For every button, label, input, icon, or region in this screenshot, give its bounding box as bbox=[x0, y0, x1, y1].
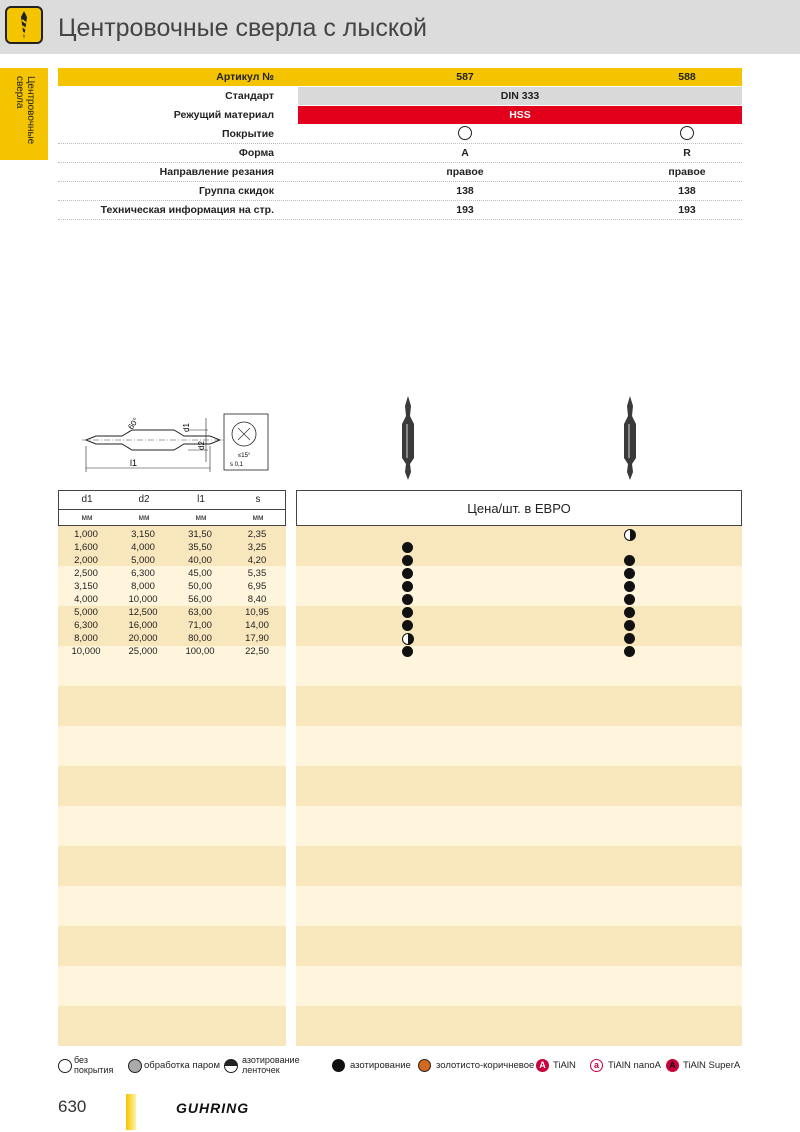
cell-l1: 45,00 bbox=[188, 568, 212, 579]
table-row bbox=[58, 593, 742, 606]
tialn-icon: A bbox=[536, 1059, 549, 1072]
spec-row-discount bbox=[58, 182, 742, 201]
cell-d1: 3,150 bbox=[74, 581, 98, 592]
techinfo-link[interactable]: 193 bbox=[678, 204, 696, 216]
cell-l1: 40,00 bbox=[188, 555, 212, 566]
drill-category-icon bbox=[5, 6, 43, 44]
spec-label: Стандарт bbox=[225, 90, 274, 102]
angle-label: 60° bbox=[126, 416, 141, 432]
col-s: s bbox=[255, 494, 261, 505]
unit-s: мм bbox=[252, 513, 264, 522]
available-icon[interactable] bbox=[624, 568, 635, 579]
partial-nitride-icon bbox=[224, 1059, 238, 1073]
table-row bbox=[58, 567, 742, 580]
standard-value: DIN 333 bbox=[500, 90, 540, 102]
cell-d2: 3,150 bbox=[131, 529, 155, 540]
dimension-header bbox=[58, 490, 286, 526]
cell-d1: 4,000 bbox=[74, 594, 98, 605]
d1-label: d1 bbox=[182, 423, 191, 432]
cell-s: 2,35 bbox=[247, 529, 267, 540]
tialn-nano-icon: a bbox=[590, 1059, 603, 1072]
page-number: 630 bbox=[58, 1097, 87, 1116]
table-row bbox=[58, 528, 742, 541]
article-587: 587 bbox=[456, 71, 474, 83]
cell-s: 22,50 bbox=[245, 646, 269, 657]
cell-d1: 8,000 bbox=[74, 633, 98, 644]
nitrided-icon bbox=[332, 1059, 345, 1072]
cell-d2: 16,000 bbox=[128, 620, 158, 631]
unit-d1: мм bbox=[81, 513, 93, 522]
article-588: 588 bbox=[678, 71, 696, 83]
cell-d1: 10,000 bbox=[71, 646, 101, 657]
available-icon[interactable] bbox=[624, 607, 635, 618]
spec-label: Форма bbox=[238, 147, 274, 159]
available-icon[interactable] bbox=[402, 607, 413, 618]
spec-row-direction bbox=[58, 163, 742, 182]
cell-d2: 12,500 bbox=[128, 607, 158, 618]
partial-availability-icon[interactable] bbox=[624, 529, 636, 541]
legend bbox=[58, 1056, 748, 1076]
spec-label: Артикул № bbox=[216, 71, 274, 83]
available-icon[interactable] bbox=[402, 646, 413, 657]
available-icon[interactable] bbox=[402, 594, 413, 605]
steam-icon bbox=[128, 1059, 142, 1073]
drill-587-image bbox=[396, 394, 420, 482]
spec-row-article bbox=[58, 68, 742, 86]
cell-l1: 50,00 bbox=[188, 581, 212, 592]
available-icon[interactable] bbox=[624, 620, 635, 631]
cell-s: 10,95 bbox=[245, 607, 269, 618]
spec-row-form bbox=[58, 144, 742, 163]
available-icon[interactable] bbox=[402, 620, 413, 631]
table-row bbox=[58, 580, 742, 593]
legend-tialn-nano: TiAlN nanoA bbox=[608, 1060, 661, 1071]
cell-d2: 20,000 bbox=[128, 633, 158, 644]
table-row bbox=[58, 554, 742, 567]
spec-label: Техническая информация на стр. bbox=[100, 204, 274, 216]
spec-label: Направление резания bbox=[159, 166, 274, 178]
cell-d2: 6,300 bbox=[131, 568, 155, 579]
cell-l1: 31,50 bbox=[188, 529, 212, 540]
cell-s: 8,40 bbox=[247, 594, 267, 605]
cell-d1: 1,000 bbox=[74, 529, 98, 540]
spec-row-techinfo bbox=[58, 201, 742, 220]
legend-steam: обработка паром bbox=[144, 1060, 220, 1071]
cell-l1: 80,00 bbox=[188, 633, 212, 644]
spec-label: Режущий материал bbox=[173, 109, 274, 121]
cell-l1: 100,00 bbox=[185, 646, 215, 657]
available-icon[interactable] bbox=[624, 646, 635, 657]
cell-s: 3,25 bbox=[247, 542, 267, 553]
cell-d1: 6,300 bbox=[74, 620, 98, 631]
available-icon[interactable] bbox=[402, 568, 413, 579]
available-icon[interactable] bbox=[624, 633, 635, 644]
cell-d2: 10,000 bbox=[128, 594, 158, 605]
cell-d1: 5,000 bbox=[74, 607, 98, 618]
spec-label: Покрытие bbox=[221, 128, 274, 140]
section-tab[interactable] bbox=[0, 68, 48, 160]
spec-row-coating bbox=[58, 125, 742, 144]
table-row bbox=[58, 541, 742, 554]
table-row bbox=[58, 606, 742, 619]
row-band bbox=[58, 846, 742, 886]
section-tab-label: Центровочные сверла bbox=[14, 76, 36, 145]
legend-gold: золотисто-коричневое bbox=[436, 1060, 535, 1071]
cell-d2: 4,000 bbox=[131, 542, 155, 553]
direction-value: правое bbox=[446, 166, 484, 178]
discount-value: 138 bbox=[456, 185, 474, 197]
gold-icon bbox=[418, 1059, 431, 1072]
partial-availability-icon[interactable] bbox=[402, 633, 414, 645]
cell-d1: 1,600 bbox=[74, 542, 98, 553]
row-band bbox=[58, 766, 742, 806]
brand-logo: GUHRING bbox=[176, 1100, 250, 1116]
legend-tialn: TiAlN bbox=[553, 1060, 576, 1071]
footer-accent bbox=[126, 1094, 136, 1130]
s-note: s 0,1 bbox=[230, 462, 244, 468]
row-band bbox=[58, 886, 742, 926]
l1-label: l1 bbox=[130, 458, 138, 468]
row-band bbox=[58, 686, 742, 726]
cell-d2: 8,000 bbox=[131, 581, 155, 592]
row-band bbox=[58, 726, 742, 766]
unit-d2: мм bbox=[138, 513, 150, 522]
coating-uncoated-icon bbox=[576, 126, 798, 140]
angle-note: ≤15° bbox=[238, 453, 251, 459]
row-band bbox=[58, 806, 742, 846]
cell-l1: 63,00 bbox=[188, 607, 212, 618]
spec-row-standard bbox=[58, 87, 742, 105]
cell-l1: 56,00 bbox=[188, 594, 212, 605]
cell-d2: 5,000 bbox=[131, 555, 155, 566]
table-row bbox=[58, 632, 742, 645]
spec-row-material bbox=[58, 106, 742, 124]
cell-d2: 25,000 bbox=[128, 646, 158, 657]
cell-s: 14,00 bbox=[245, 620, 269, 631]
cell-s: 6,95 bbox=[247, 581, 267, 592]
form-a: A bbox=[461, 147, 469, 159]
col-l1: l1 bbox=[197, 494, 205, 505]
row-band bbox=[58, 926, 742, 966]
col-d2: d2 bbox=[138, 494, 150, 505]
discount-value: 138 bbox=[678, 185, 696, 197]
uncoated-icon bbox=[58, 1059, 72, 1073]
legend-uncoated: без покрытия bbox=[74, 1055, 114, 1075]
drill-dimension-drawing bbox=[78, 410, 278, 478]
available-icon[interactable] bbox=[624, 594, 635, 605]
spec-label: Группа скидок bbox=[199, 185, 274, 197]
tialn-super-icon: A bbox=[666, 1059, 679, 1072]
coating-uncoated-icon bbox=[354, 126, 576, 140]
row-band bbox=[58, 966, 742, 1006]
table-row bbox=[58, 645, 742, 658]
available-icon[interactable] bbox=[624, 581, 635, 592]
table-row bbox=[58, 619, 742, 632]
cell-s: 17,90 bbox=[245, 633, 269, 644]
cell-d1: 2,500 bbox=[74, 568, 98, 579]
cell-d1: 2,000 bbox=[74, 555, 98, 566]
direction-value: правое bbox=[668, 166, 706, 178]
col-d1: d1 bbox=[81, 494, 93, 505]
cell-l1: 71,00 bbox=[188, 620, 212, 631]
legend-tialn-super: TiAlN SuperA bbox=[683, 1060, 741, 1071]
legend-nitrided: азотирование bbox=[350, 1060, 411, 1071]
cell-s: 4,20 bbox=[247, 555, 267, 566]
cell-l1: 35,50 bbox=[188, 542, 212, 553]
cell-s: 5,35 bbox=[247, 568, 267, 579]
legend-partial: азотирование ленточек bbox=[242, 1055, 300, 1075]
price-header: Цена/шт. в ЕВРО bbox=[296, 490, 742, 526]
techinfo-link[interactable]: 193 bbox=[456, 204, 474, 216]
form-r: R bbox=[683, 147, 691, 159]
available-icon[interactable] bbox=[402, 542, 413, 553]
d2-label: d2 bbox=[197, 441, 206, 450]
available-icon[interactable] bbox=[402, 581, 413, 592]
material-value: HSS bbox=[509, 109, 531, 121]
available-icon[interactable] bbox=[624, 555, 635, 566]
page-title: Центровочные сверла с лыской bbox=[58, 14, 427, 42]
drill-588-image bbox=[618, 394, 642, 482]
unit-l1: мм bbox=[195, 513, 207, 522]
available-icon[interactable] bbox=[402, 555, 413, 566]
row-band bbox=[58, 1006, 742, 1046]
